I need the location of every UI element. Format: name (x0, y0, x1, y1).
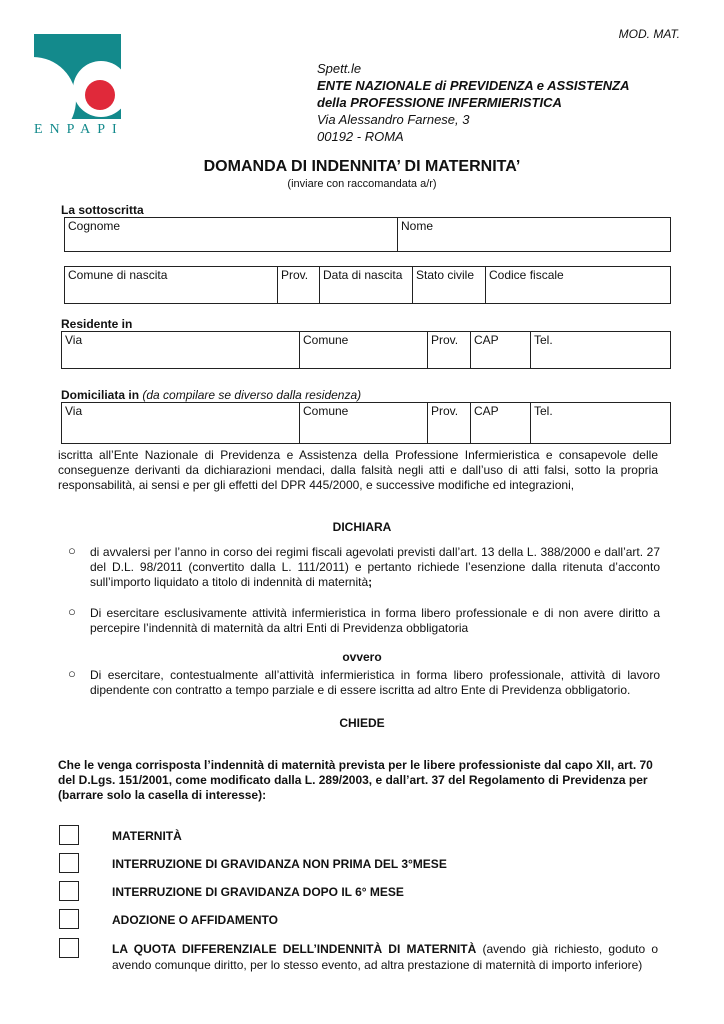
comune-nascita-field[interactable] (65, 267, 278, 304)
res-prov-label: Prov. (431, 333, 459, 347)
cognome-label: Cognome (68, 219, 121, 233)
domicile-table (61, 402, 671, 444)
dichiara-option-1-end: ; (368, 575, 373, 589)
birth-table (64, 266, 671, 304)
checkbox-quota-differenziale[interactable] (59, 938, 79, 958)
residente-label: Residente in (61, 317, 133, 331)
dom-cap-label: CAP (474, 404, 499, 418)
ovvero-label: ovvero (342, 650, 382, 664)
dom-via-field[interactable] (62, 403, 300, 444)
res-cap-label: CAP (474, 333, 499, 347)
dichiara-option-1 (90, 545, 660, 590)
checkbox-interruzione-6[interactable] (59, 881, 79, 901)
addressee-line: Via Alessandro Farnese, 3 (317, 112, 470, 127)
dom-via-label: Via (65, 404, 83, 418)
option-quota-differenziale (112, 941, 658, 973)
prov-nascita-field[interactable] (278, 267, 320, 304)
sottoscritta-label: La sottoscritta (61, 203, 144, 217)
dom-cap-field[interactable] (471, 403, 531, 444)
addressee-line: della PROFESSIONE INFERMIERISTICA (317, 95, 562, 110)
dom-comune-field[interactable] (300, 403, 428, 444)
res-tel-field[interactable] (531, 332, 671, 369)
option-interruzione-6: INTERRUZIONE DI GRAVIDANZA DOPO IL 6° MESE (112, 885, 404, 899)
checkbox-interruzione-3[interactable] (59, 853, 79, 873)
res-comune-field[interactable] (300, 332, 428, 369)
domiciliata-title: Domiciliata in (61, 388, 140, 402)
radio-circle-icon[interactable]: ○ (68, 604, 76, 619)
addressee-line: Spett.le (317, 61, 362, 76)
dichiara-option-3: Di esercitare, contestualmente all’attività infermieristica in forma libero professionale, attività di lavoro dipendente con contratto a tempo parziale e di essere iscritta ad altro Ente di Previdenza obbligatorio. (90, 668, 660, 697)
data-nascita-label: Data di nascita (323, 268, 403, 282)
radio-circle-icon[interactable]: ○ (68, 666, 76, 681)
addressee-line: 00192 - ROMA (317, 129, 404, 144)
prov-nascita-label: Prov. (281, 268, 309, 282)
stato-civile-field[interactable] (413, 267, 486, 304)
option-quota-rest: (avendo già richiesto, goduto o avendo comunque diritto, per lo stesso evento, ad altra prestazione di maternità di importo inferiore) (112, 942, 658, 972)
form-code: MOD. MAT. (618, 27, 680, 41)
cognome-field[interactable] (65, 218, 398, 252)
iscritta-paragraph: iscritta all’Ente Nazionale di Previdenza e Assistenza della Professione Infermieristica e consapevole delle conseguenze derivanti da dichiarazioni mendaci, dalla falsità negli atti e dall’uso di atti falsi, sotto la propria responsabilità, ai sensi e per gli effetti del DPR 445/2000, e successive modifiche ed integrazioni, (58, 448, 658, 492)
option-adozione: ADOZIONE O AFFIDAMENTO (112, 913, 278, 927)
dom-comune-label: Comune (303, 404, 349, 418)
checkbox-adozione[interactable] (59, 909, 79, 929)
logo-wordmark: ENPAPI (34, 122, 124, 137)
res-via-label: Via (65, 333, 83, 347)
dom-tel-label: Tel. (534, 404, 553, 418)
dichiara-option-1-text: di avvalersi per l’anno in corso dei regimi fiscali agevolati previsti dall’art. 13 della L. 388/2000 e dall’art. 27 del D.L. 98/2011 (convertito dalla L. 111/2011) e pertanto richiede l’esenzione dalla ritenuta d’acconto sull’importo liquidato a titolo di indennità di maternità (90, 545, 660, 589)
logo-red-dot (85, 80, 115, 110)
res-prov-field[interactable] (428, 332, 471, 369)
checkbox-maternita[interactable] (59, 825, 79, 845)
addressee-block (317, 60, 630, 145)
codice-fiscale-label: Codice fiscale (489, 268, 564, 282)
page-title: DOMANDA DI INDENNITA’ DI MATERNITA’ (203, 158, 521, 175)
stato-civile-label: Stato civile (416, 268, 475, 282)
dom-tel-field[interactable] (531, 403, 671, 444)
domiciliata-note: (da compilare se diverso dalla residenza) (142, 388, 362, 402)
nome-label: Nome (401, 219, 434, 233)
res-via-field[interactable] (62, 332, 300, 369)
chiede-paragraph: Che le venga corrisposta l’indennità di maternità prevista per le libere professioniste dal capo XII, art. 70 del D.Lgs. 151/2001, come modificato dalla L. 289/2003, e dall’art. 37 del Regolamento di Previdenza per (barrare solo la casella di interesse): (58, 758, 653, 802)
res-comune-label: Comune (303, 333, 349, 347)
option-quota-bold: LA QUOTA DIFFERENZIALE DELL’INDENNITÀ DI MATERNITÀ (112, 942, 477, 956)
name-table (64, 217, 671, 252)
option-maternita: MATERNITÀ (112, 829, 182, 843)
chiede-heading: CHIEDE (339, 716, 385, 730)
option-interruzione-3: INTERRUZIONE DI GRAVIDANZA NON PRIMA DEL 3°MESE (112, 857, 447, 871)
radio-circle-icon[interactable]: ○ (68, 543, 76, 558)
dom-prov-label: Prov. (431, 404, 459, 418)
dichiara-option-2: Di esercitare esclusivamente attività infermieristica in forma libero professionale e di non avere diritto a percepire l’indennità di maternità da altri Enti di Previdenza obbligatoria (90, 606, 660, 635)
addressee-line: ENTE NAZIONALE di PREVIDENZA e ASSISTENZA (317, 78, 630, 93)
comune-nascita-label: Comune di nascita (68, 268, 168, 282)
dichiara-heading: DICHIARA (332, 520, 392, 534)
residence-table (61, 331, 671, 369)
data-nascita-field[interactable] (320, 267, 413, 304)
page-subtitle: (inviare con raccomandata a/r) (287, 178, 437, 190)
res-cap-field[interactable] (471, 332, 531, 369)
codice-fiscale-field[interactable] (486, 267, 671, 304)
domiciliata-label (61, 388, 361, 402)
dom-prov-field[interactable] (428, 403, 471, 444)
nome-field[interactable] (398, 218, 671, 252)
enpapi-logo (34, 34, 124, 138)
res-tel-label: Tel. (534, 333, 553, 347)
